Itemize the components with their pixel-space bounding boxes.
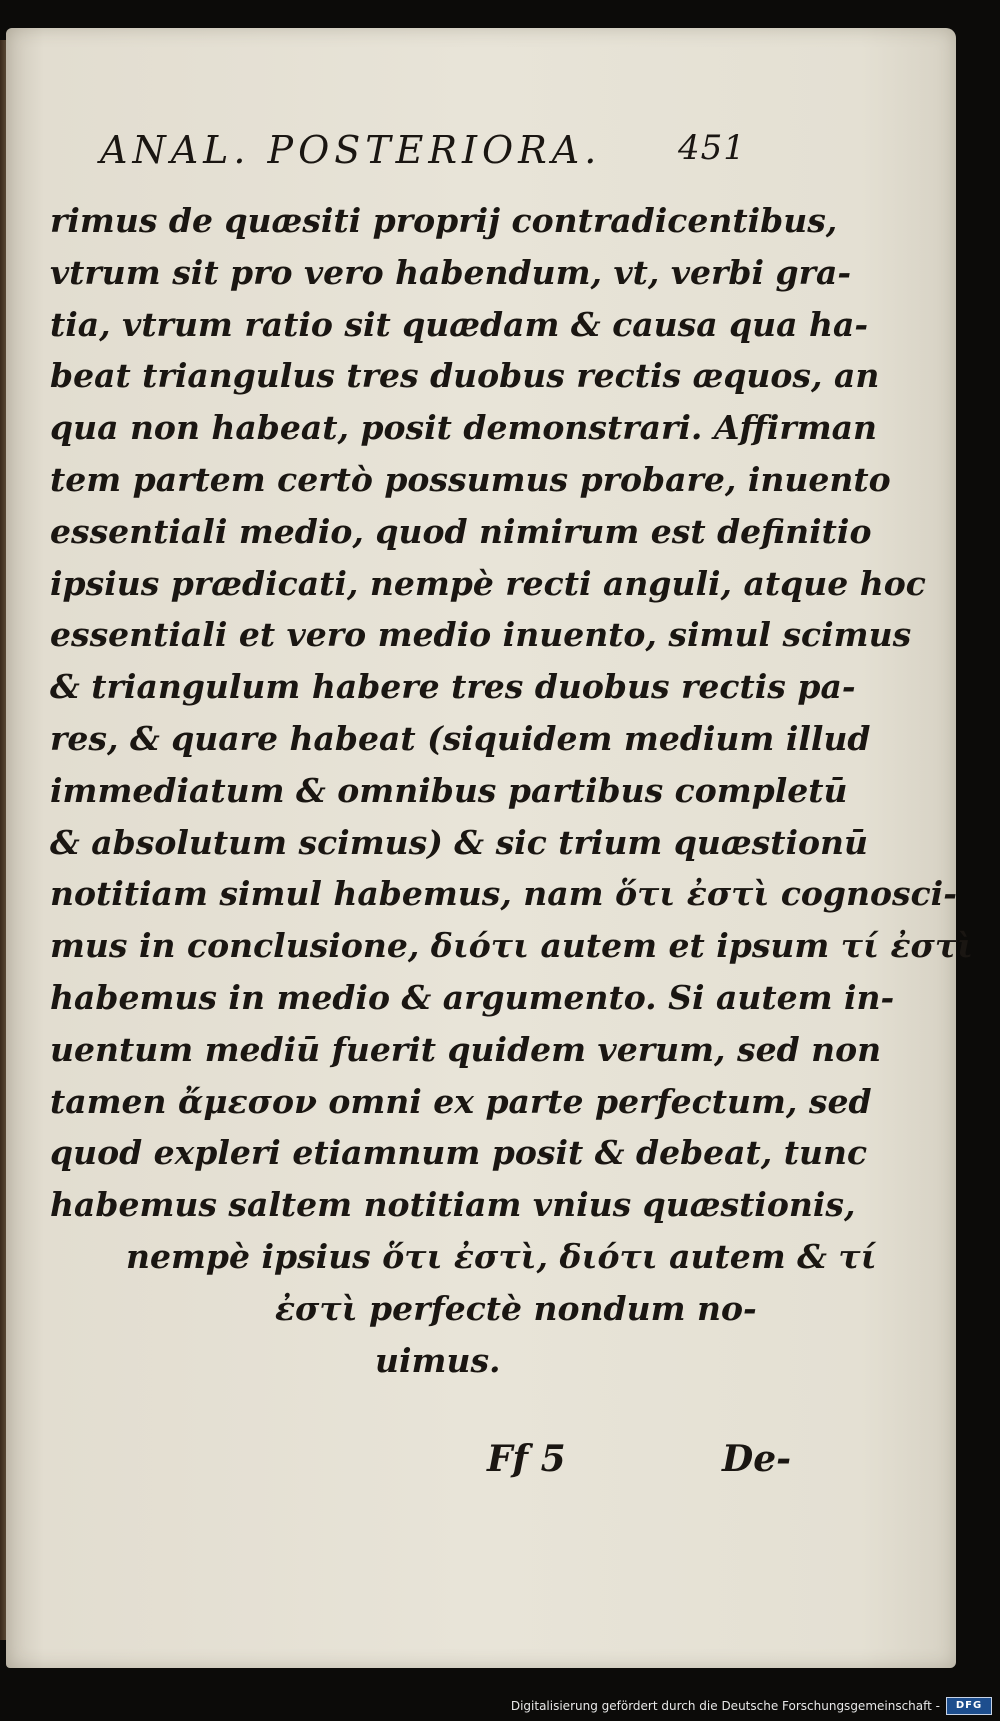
- catchword: De-: [722, 1438, 792, 1480]
- text-line: tia, vtrum ratio sit quædam & causa qua ha-: [50, 304, 869, 344]
- signature-mark: Ff 5: [487, 1438, 566, 1480]
- text-line: quod expleri etiamnum posit & debeat, tunc: [50, 1133, 868, 1173]
- text-line: ἐστὶ perfectè nondum no-: [275, 1288, 757, 1328]
- text-line: res, & quare habeat (siquidem medium illud: [50, 718, 871, 758]
- text-line: essentiali medio, quod nimirum est definitio: [50, 511, 872, 551]
- text-line: vtrum sit pro vero habendum, vt, verbi gra-: [50, 252, 852, 292]
- dfg-logo: DFG: [946, 1697, 992, 1715]
- text-line: & triangulum habere tres duobus rectis pa-: [50, 667, 856, 707]
- text-line: ipsius prædicati, nempè recti anguli, atque hoc: [50, 563, 926, 603]
- text-line: uentum mediū fuerit quidem verum, sed non: [50, 1029, 882, 1069]
- text-line: rimus de quæsiti proprij contradicentibus,: [50, 201, 838, 240]
- body-text: [50, 195, 974, 1386]
- text-line: essentiali et vero medio inuento, simul scimus: [50, 615, 912, 655]
- text-line: & absolutum scimus) & sic trium quæstionū: [50, 822, 869, 862]
- page-number: 451: [678, 128, 746, 168]
- page-footer: [0, 1438, 1000, 1498]
- text-line: notitiam simul habemus, nam ὅτι ἐστὶ cognosci-: [50, 874, 957, 914]
- digitization-credit: Digitalisierung gefördert durch die Deutsche Forschungsgemeinschaft -: [510, 1699, 940, 1713]
- text-line: tem partem certò possumus probare, inuento: [50, 459, 891, 499]
- text-line: habemus saltem notitiam vnius quæstionis,: [50, 1185, 856, 1225]
- text-line: qua non habeat, posit demonstrari. Affirman: [50, 408, 877, 448]
- text-line: beat triangulus tres duobus rectis æquos, an: [50, 356, 880, 396]
- text-line: nempè ipsius ὅτι ἐστὶ, διότι autem & τί: [126, 1236, 877, 1276]
- text-line: tamen ἄμεσον omni ex parte perfectum, sed: [50, 1081, 872, 1121]
- text-line: uimus.: [375, 1340, 501, 1380]
- running-title: ANAL. POSTERIORA.: [100, 128, 602, 172]
- text-line: immediatum & omnibus partibus completū: [50, 770, 848, 810]
- text-line: mus in conclusione, διότι autem et ipsum τί ἐστὶ: [50, 926, 974, 966]
- text-line: habemus in medio & argumento. Si autem in-: [50, 977, 895, 1017]
